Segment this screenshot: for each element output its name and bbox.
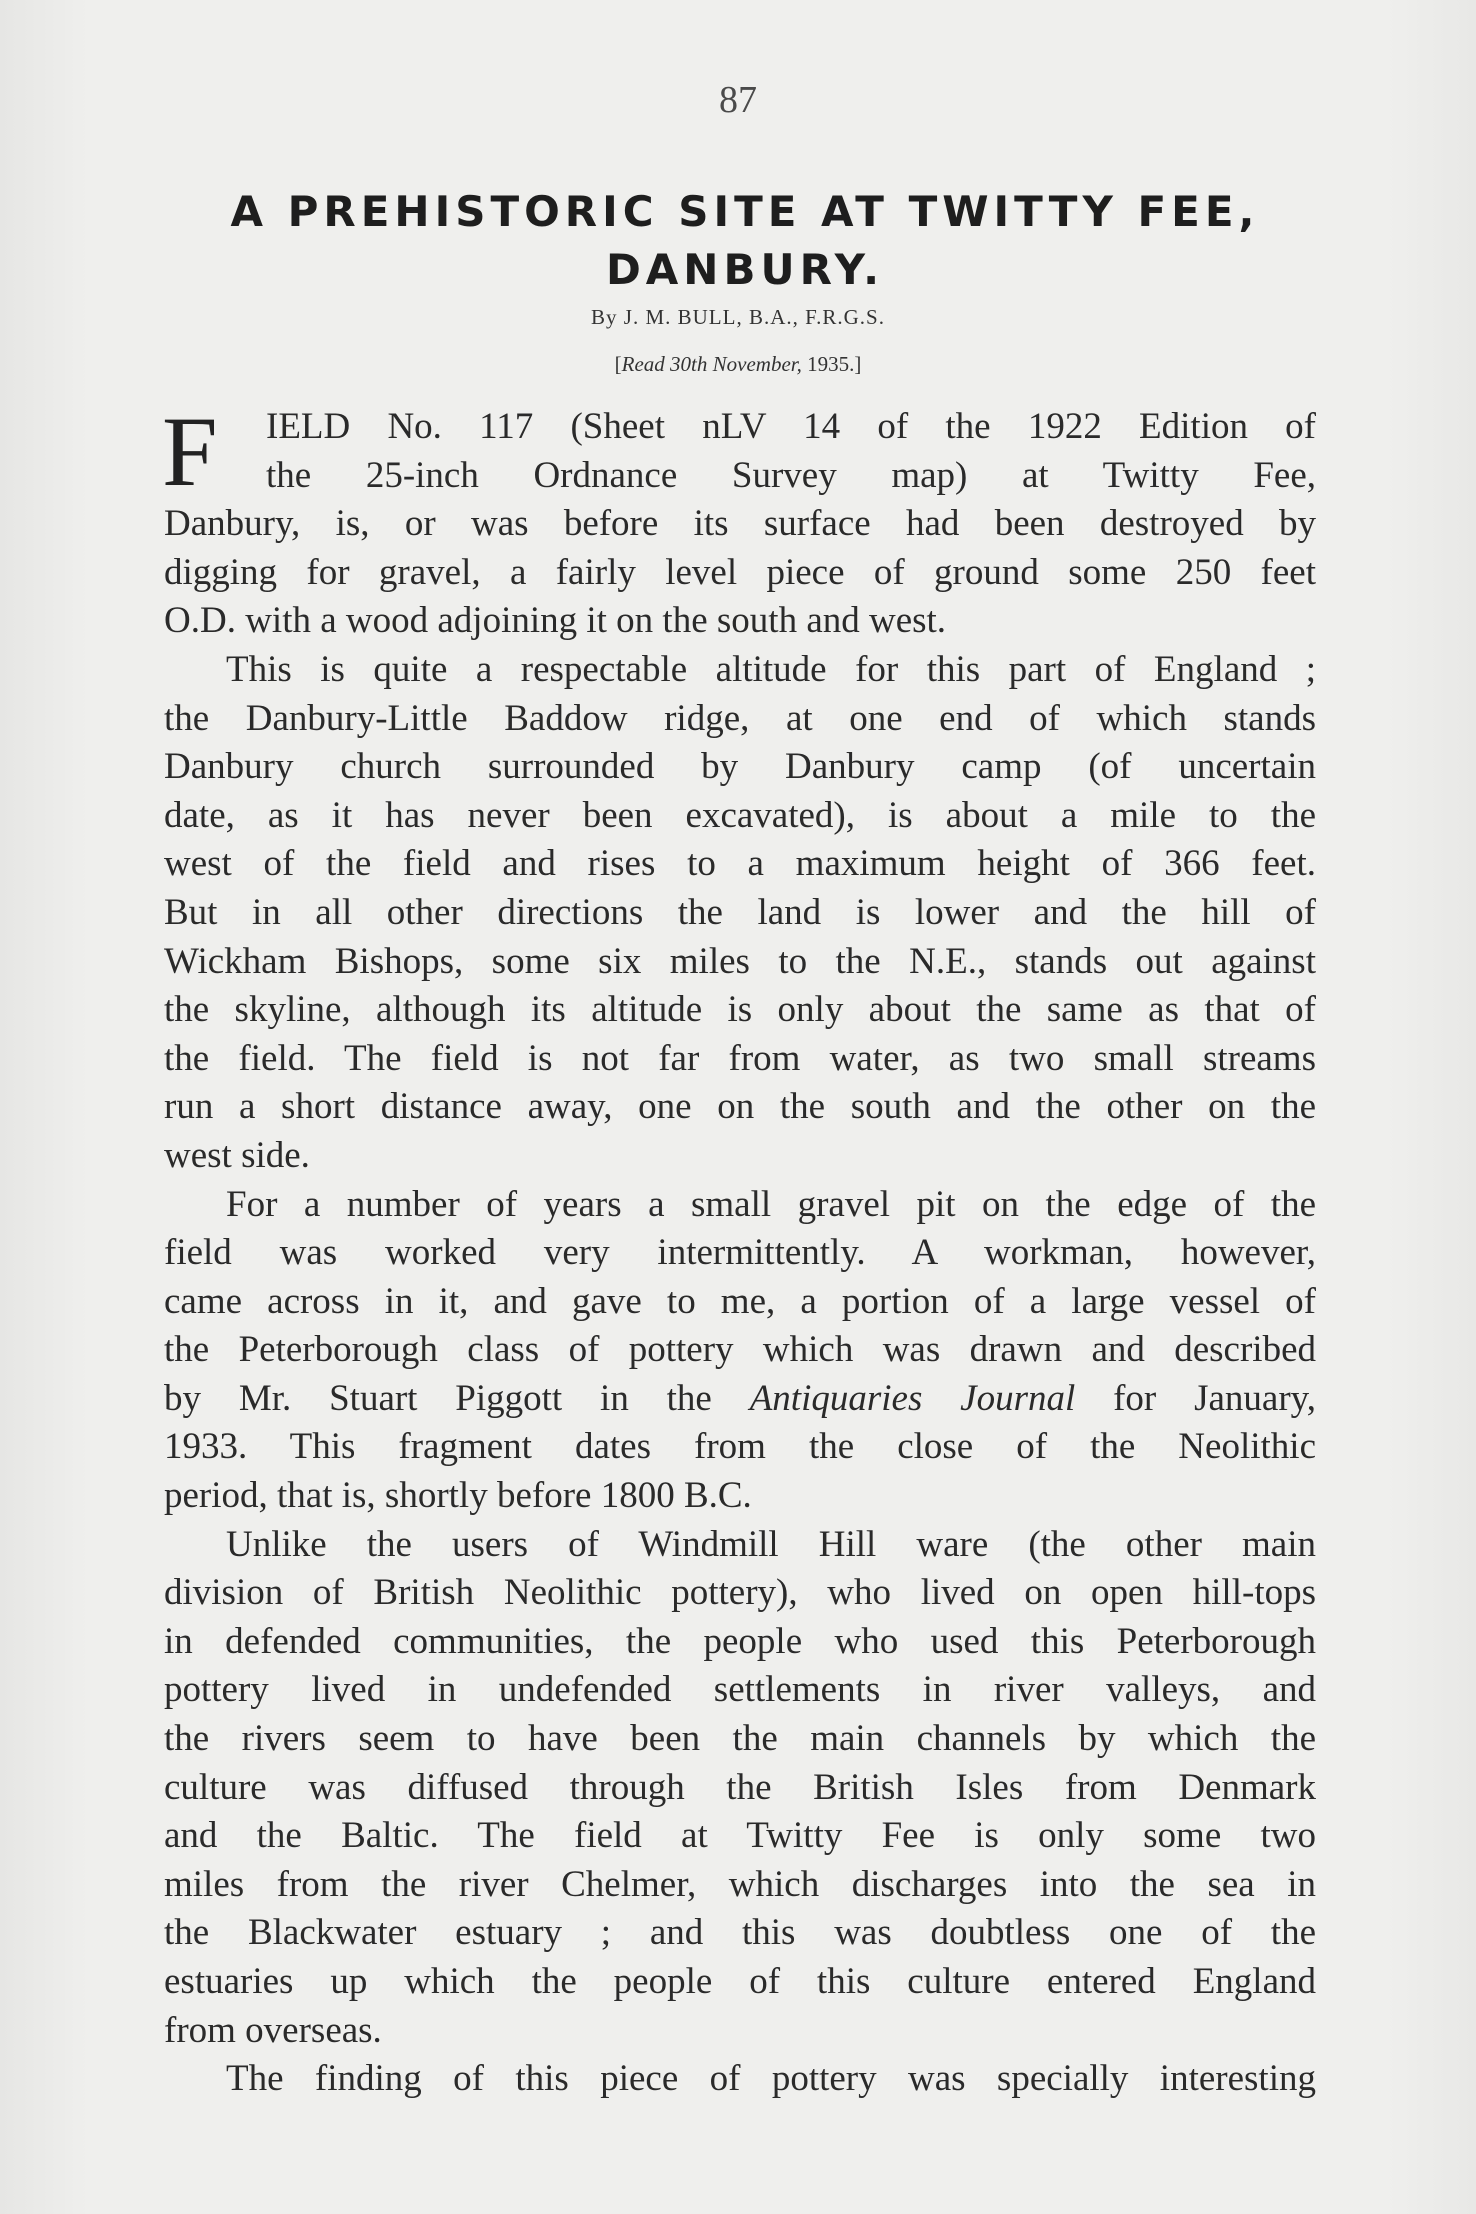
body-line: But in all other directions the land is lower and the hill of <box>164 891 1316 933</box>
body-line: the Danbury-Little Baddow ridge, at one end of which stands <box>164 697 1316 739</box>
body-line: the Peterborough class of pottery which was drawn and described <box>164 1329 1316 1371</box>
body-line: Danbury, is, or was before its surface had been destroyed by <box>164 503 1316 545</box>
article-body <box>162 396 1316 2104</box>
body-line: the field. The field is not far from water, as two small streams <box>164 1037 1316 1079</box>
body-line: Wickham Bishops, some six miles to the N.E., stands out against <box>164 940 1316 982</box>
read-note-month: November, <box>712 352 802 376</box>
body-line: estuaries up which the people of this culture entered England <box>164 1961 1316 2002</box>
body-line: date, as it has never been excavated), is about a mile to the <box>164 794 1316 836</box>
read-date-note <box>0 352 1476 377</box>
body-line: culture was diffused through the British Isles from Denmark <box>164 1766 1316 1808</box>
body-line: For a number of years a small gravel pit on the edge of the <box>226 1183 1316 1225</box>
body-line: division of British Neolithic pottery), who lived on open hill-tops <box>164 1572 1316 1614</box>
body-line: IELD No. 117 (Sheet nLV 14 of the 1922 Edition of <box>266 406 1316 447</box>
body-line: digging for gravel, a fairly level piece of ground some 250 feet <box>164 551 1316 593</box>
read-note-day: 30th <box>670 352 708 376</box>
read-note-label: Read <box>621 352 665 376</box>
body-line: This is quite a respectable altitude for this part of England ; <box>226 648 1316 690</box>
body-line: west side. <box>164 1134 310 1176</box>
body-line: from overseas. <box>164 2009 382 2051</box>
body-line: the rivers seem to have been the main channels by which the <box>164 1718 1316 1760</box>
author-byline: By J. M. BULL, B.A., F.R.G.S. <box>591 305 885 329</box>
body-line: in defended communities, the people who used this Peterborough <box>164 1620 1316 1662</box>
body-line: O.D. with a wood adjoining it on the south and west. <box>164 600 947 642</box>
drop-cap: F <box>162 396 218 507</box>
read-note-year: 1935.] <box>807 352 862 376</box>
body-line: Unlike the users of Windmill Hill ware (the other main <box>226 1523 1316 1565</box>
body-line: the skyline, although its altitude is only about the same as that of <box>164 989 1316 1031</box>
body-line: 1933. This fragment dates from the close of the Neolithic <box>164 1426 1316 1468</box>
journal-title: Antiquaries Journal <box>749 1377 1076 1419</box>
page-number: 87 <box>719 79 757 121</box>
body-line: west of the field and rises to a maximum height of 366 feet. <box>164 843 1316 885</box>
body-line: miles from the river Chelmer, which discharges into the sea in <box>164 1863 1316 1905</box>
body-line: the 25-inch Ordnance Survey map) at Twitty Fee, <box>266 454 1316 496</box>
body-line: Danbury church surrounded by Danbury camp (of uncertain <box>164 746 1316 788</box>
body-line: The finding of this piece of pottery was specially interesting <box>226 2058 1316 2100</box>
body-line: field was worked very intermittently. A workman, however, <box>164 1232 1316 1274</box>
read-note-open: [ <box>614 352 622 376</box>
body-line: the Blackwater estuary ; and this was doubtless one of the <box>164 1912 1316 1954</box>
journal-line-after: for January, <box>1075 1377 1316 1419</box>
title-line-1: A PREHISTORIC SITE AT TWITTY FEE, <box>230 187 1260 236</box>
body-line: came across in it, and gave to me, a portion of a large vessel of <box>164 1280 1316 1322</box>
journal-line-before: by Mr. Stuart Piggott in the <box>164 1377 750 1419</box>
body-line: run a short distance away, one on the south and the other on the <box>164 1086 1316 1128</box>
title-line-2: DANBURY. <box>605 245 885 294</box>
body-line: pottery lived in undefended settlements in river valleys, and <box>164 1669 1316 1711</box>
body-line-journal <box>164 1375 1316 1424</box>
body-line: and the Baltic. The field at Twitty Fee is only some two <box>164 1815 1316 1857</box>
body-line: period, that is, shortly before 1800 B.C. <box>164 1475 752 1517</box>
article-title <box>180 183 1310 299</box>
